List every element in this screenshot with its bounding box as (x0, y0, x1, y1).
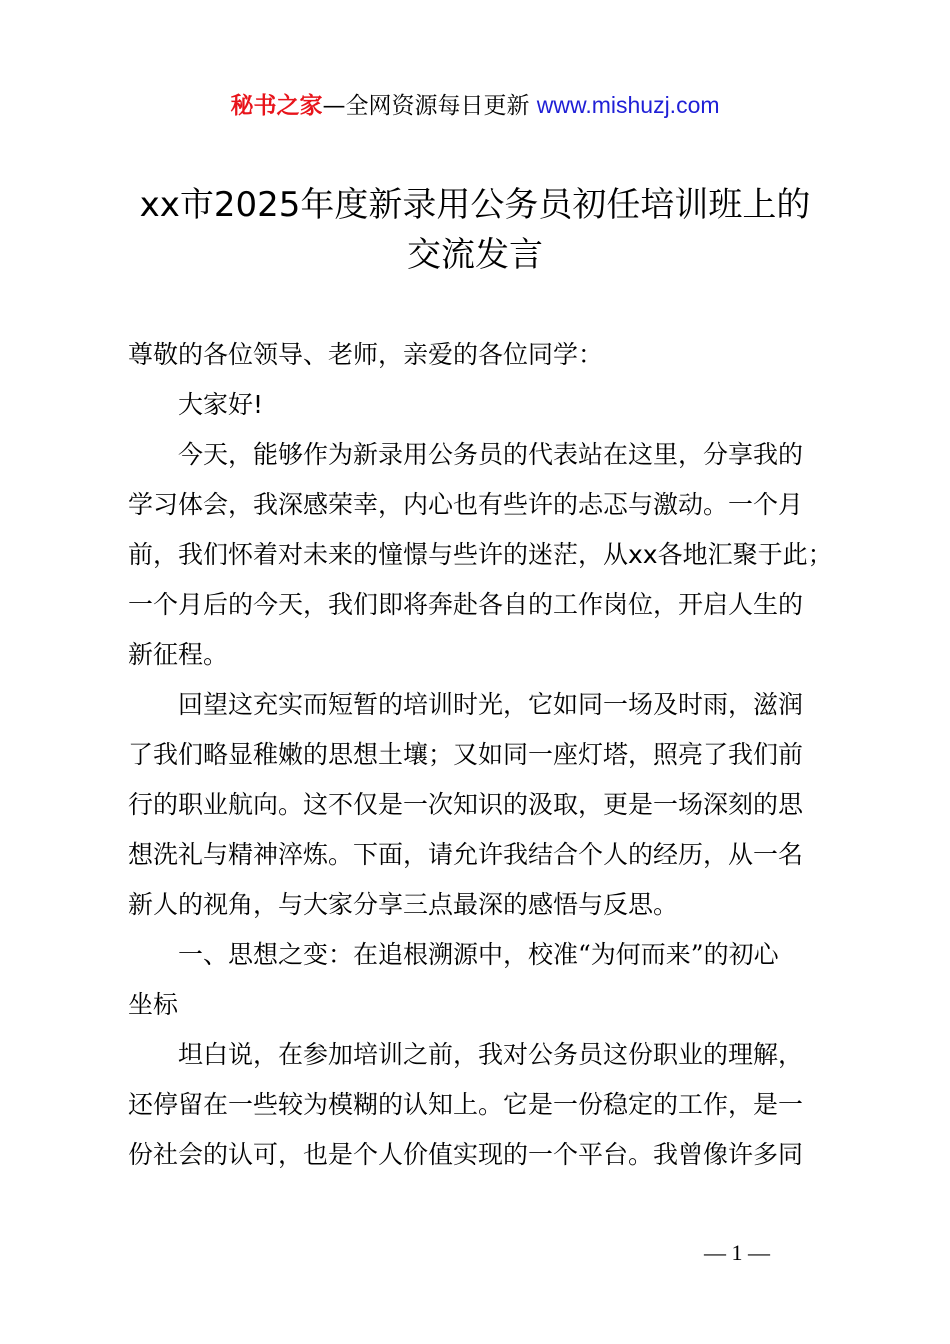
section-heading (128, 930, 838, 1030)
site-brand: 秘书之家 (230, 93, 323, 119)
greeting: 大家好! (178, 390, 264, 419)
heading-line: 一、思想之变：在追根溯源中，校准“为何而来”的初心 (178, 940, 779, 969)
paragraph-line: 一个月后的今天，我们即将奔赴各自的工作岗位，开启人生的 (128, 590, 804, 619)
paragraph-line: 想洗礼与精神淬炼。下面，请允许我结合个人的经历，从一名 (128, 840, 804, 869)
paragraph-line: 新征程。 (128, 640, 229, 669)
site-url-link[interactable]: www.mishuzj.com (536, 92, 720, 118)
paragraph-line: 前，我们怀着对未来的憧憬与些许的迷茫，从xx各地汇聚于此； (128, 540, 833, 569)
paragraph-line: 行的职业航向。这不仅是一次知识的汲取，更是一场深刻的思 (128, 790, 804, 819)
paragraph-line: 今天，能够作为新录用公务员的代表站在这里，分享我的 (178, 440, 804, 469)
salutation: 尊敬的各位领导、老师，亲爱的各位同学： (128, 340, 604, 369)
paragraph-intro (128, 430, 838, 680)
paragraph-reflection (128, 1030, 838, 1180)
heading-line: 坐标 (128, 990, 179, 1019)
title-line: xx市2025年度新录用公务员初任培训班上的 (139, 185, 811, 225)
title-line: 交流发言 (407, 235, 543, 275)
paragraph-review (128, 680, 838, 930)
document-body (128, 330, 838, 1180)
paragraph-line: 份社会的认可，也是个人价值实现的一个平台。我曾像许多同 (128, 1140, 804, 1169)
paragraph-line: 新人的视角，与大家分享三点最深的感悟与反思。 (128, 890, 679, 919)
paragraph-line: 了我们略显稚嫩的思想土壤；又如同一座灯塔，照亮了我们前 (128, 740, 804, 769)
paragraph-line: 坦白说，在参加培训之前，我对公务员这份职业的理解， (178, 1040, 804, 1069)
paragraph-line: 学习体会，我深感荣幸，内心也有些许的忐忑与激动。一个月 (128, 490, 804, 519)
document-title (0, 180, 950, 280)
page-number: — 1 — (704, 1240, 770, 1265)
site-header (0, 88, 950, 123)
paragraph-line: 回望这充实而短暂的培训时光，它如同一场及时雨，滋润 (178, 690, 804, 719)
site-tagline: —全网资源每日更新 (322, 93, 537, 119)
paragraph-line: 还停留在一些较为模糊的认知上。它是一份稳定的工作，是一 (128, 1090, 804, 1119)
